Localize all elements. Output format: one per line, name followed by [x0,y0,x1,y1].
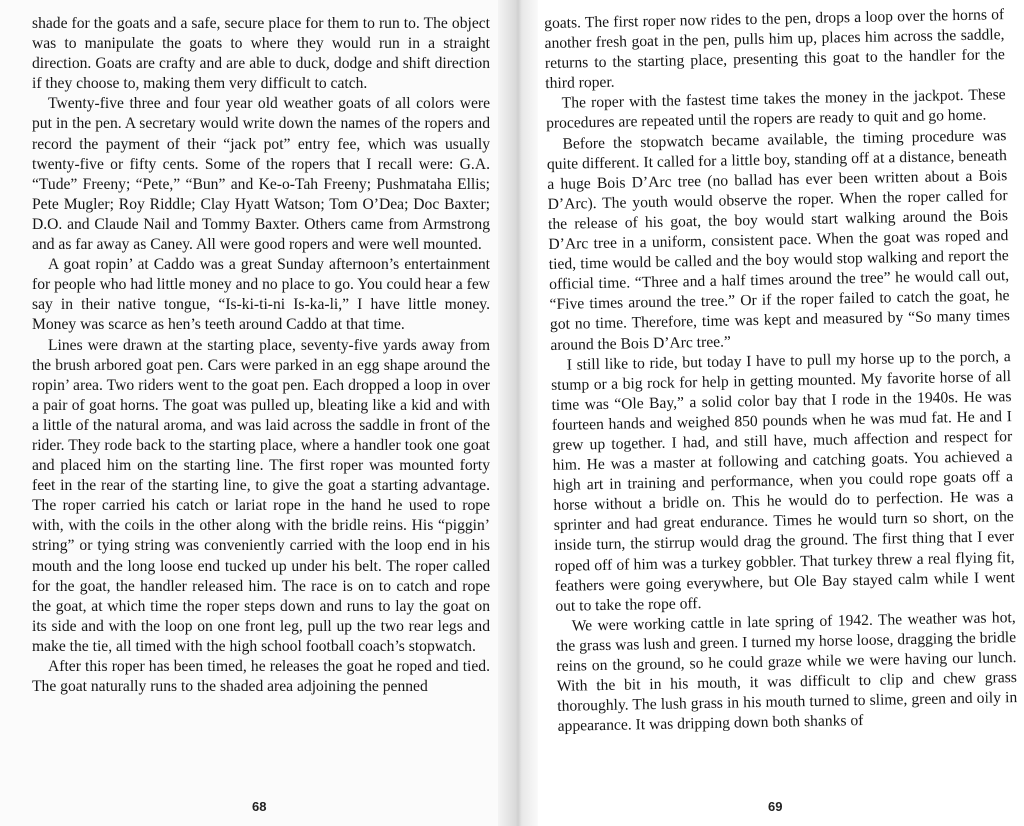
paragraph: The roper with the fastest time takes the money in the jackpot. These procedures are repeated until the ropers are ready to quit and go home. [545,86,1006,133]
paragraph: After this roper has been timed, he releases the goat he roped and tied. The goat naturally runs to the shaded area adjoining the penned [32,658,490,696]
left-page-text [32,14,490,697]
paragraph: A goat ropin’ at Caddo was a great Sunday afternoon’s entertainment for people who had little money and no place to go. You could hear a few say in their native tongue, “Is-ki-ti-ni Is-ka-li,” I have little money. Money was scarce as hen’s teeth around Caddo at that time. [32,256,490,334]
paragraph: goats. The first roper now rides to the pen, drops a loop over the horns of another fresh goat in the pen, pulls him up, places him across the saddle, returns to the starting place, presenting this goat to the handler for the third roper. [544,6,1006,93]
page-number-left: 68 [252,799,267,814]
paragraph: Lines were drawn at the starting place, seventy-five yards away from the brush arbored goat pen. Cars were parked in an egg shape around the ropin’ area. Two riders went to the goat pen. Each dropped a loop in over a pair of goat horns. The goat was pulled up, bleating like a kid and with a little of the natural aroma, and was laid across the saddle in front of the rider. They rode back to the starting place, where a handler took one goat and placed him on the starting line. The first roper was mounted forty feet in the rear of the starting line, to give the goat a starting advantage. The roper carried his catch or lariat rope in the hand he used to rope with, with the coils in the other along with the bridle reins. His “piggin’ string” or tying string was conveniently carried with the loop end in his mouth and the long loose end tucked up under his belt. The roper called for the goat, the handler released him. The race is on to catch and rope the goat, at which time the roper steps down and runs to lay the goat on its side and with the loop on one front leg, pull up the two rear legs and make the tie, all timed with the high school football coach’s stopwatch. [32,336,490,655]
paragraph: shade for the goats and a safe, secure place for them to run to. The object was to manipulate the goats to where they would run in a straight direction. Goats are crafty and are able to duck, dodge and shift direction if they choose to, making them very difficult to catch. [32,15,490,93]
paragraph: Twenty-five three and four year old weather goats of all colors were put in the pen. A secretary would write down the names of the ropers and record the payment of their “jack pot” entry fee, which was usually twenty-five or fifty cents. Some of the ropers that I recall were: G.A. “Tude” Freeny; “Pete,” “Bun” and Ke-o-Tah Freeny; Pushmataha Ellis; Pete Mugler; Roy Riddle; Clay Hyatt Watson; Tom O’Dea; Doc Baxter; D.O. and Claude Nail and Tommy Baxter. Others came from Armstrong and as far away as Caney. All were good ropers and were well mounted. [32,95,490,254]
paragraph: I still like to ride, but today I have to pull my horse up to the porch, a stump or a big rock for help in getting mounted. My favorite horse of all time was “Ole Bay,” a solid color bay that I rode in the 1940s. He was fourteen hands and weighed 850 pounds when he was mud fat. He and I grew up together. I had, and still have, much affection and respect for him. He was a master at following and catching goats. You achieved a high art in training and performance, when you could rope goats off a horse without a bridle on. This he would do to perfection. He was a sprinter and had great endurance. Times he would turn so short, on the inside turn, the stirrup would drag the ground. The first thing that I ever roped off of him was a turkey gobbler. That turkey threw a real flying fit, feathers were going everywhere, but Ole Bay stayed calm while I went out to take the rope off. [550,347,1016,615]
page-number-right: 69 [768,799,783,814]
paragraph: Before the stopwatch became available, the timing procedure was quite different. It called for a little boy, standing off at a distance, beneath a huge Bois D’Arc tree (no ballad has ever been written about a Bois D’Arc). The youth would observe the roper. When the roper called for the release of his goat, the boy would start walking around the Bois D’Arc tree in a uniform, consistent pace. When the goat was roped and tied, time would be called and the boy would stop walking and report the official time. “Three and a half times around the tree” he would call out, “Five times around the tree.” Or if the roper failed to catch the goat, he got no time. Therefore, time was kept and measured by “So many times around the Bois D’Arc tree.” [546,126,1011,354]
right-page-text [544,5,1018,737]
right-page [512,0,1024,826]
book-gutter [498,0,538,826]
paragraph: We were working cattle in late spring of 1942. The weather was hot, the grass was lush and green. I turned my horse loose, dragging the bridle reins on the ground, so he could graze while we were having our lunch. With the bit in his mouth, it was difficult to clip and chew grass thoroughly. The lush grass in his mouth turned to slime, green and oily in appearance. It was dripping down both shanks of [555,608,1018,736]
